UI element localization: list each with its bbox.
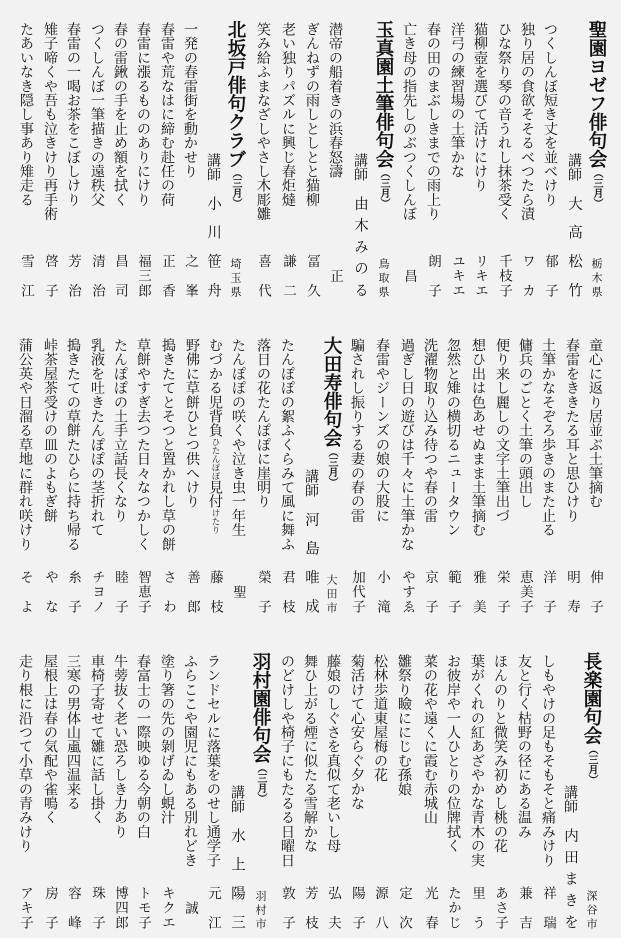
lecturer-line [350, 0, 370, 306]
haiku-line [517, 0, 537, 306]
haiku-author: 智恵子 [135, 570, 151, 613]
month-label: （三月） [586, 744, 597, 785]
haiku-author: 聖 [230, 584, 246, 599]
haiku-line [180, 0, 200, 306]
haiku-text: 草餅やすぎ去つた日々なつかしく [135, 338, 151, 551]
haiku-text: 想ひ出は色あせぬまま土筆摘む [470, 338, 486, 537]
haiku-text: 雛祭り瞼ににじむ孫娘 [396, 654, 412, 796]
group-header [372, 0, 394, 306]
haiku-text-part: むづかる児背負 [207, 338, 223, 438]
haiku-text: 洋弓の練習場の土筆かな [449, 22, 465, 179]
haiku-line [490, 632, 510, 938]
haiku-author: 芳枝 [302, 886, 318, 929]
haiku-line [323, 632, 343, 938]
haiku-author: 栄子 [494, 570, 510, 613]
haiku-line [585, 316, 605, 622]
haiku-text: 菜の花や遠くに霞む赤城山 [422, 654, 438, 825]
haiku-line [87, 0, 107, 306]
haiku-author: 糸子 [65, 570, 81, 613]
haiku-line [87, 632, 107, 938]
haiku-line [447, 0, 467, 306]
haiku-text: 春雷の一喝お茶をこぼしけり [65, 22, 81, 207]
haiku-author: 兼吉 [516, 886, 532, 929]
haiku-text: 乳液を吐きたんぽぽの茎折れて [89, 338, 105, 537]
haiku-text: 春雷やジーンズの娘の大股に [374, 338, 390, 523]
haiku-author: 伸子 [587, 570, 603, 613]
haiku-line [277, 632, 297, 938]
haiku-author: ワカ [519, 254, 535, 297]
haiku-line [203, 632, 223, 938]
group-title: 羽村園俳句会 [250, 652, 271, 763]
haiku-author: 源八 [372, 886, 388, 929]
haiku-author: 房子 [42, 886, 58, 929]
lecturer-line [564, 0, 584, 306]
haiku-line [443, 316, 463, 622]
haiku-line [40, 0, 60, 306]
month-label: （三月） [326, 447, 337, 487]
haiku-text: 傭兵のごとく土筆の頭出し [517, 338, 533, 509]
haiku-line [63, 316, 83, 622]
haiku-text: 亡き母の指先しのぶつくしんぼ [401, 22, 417, 221]
lecturer-label: 講師 [229, 785, 245, 813]
haiku-line [133, 316, 153, 622]
page-tier-middle [0, 316, 621, 622]
haiku-text: 独り居の食欲そそるべつたら漬 [519, 22, 535, 221]
haiku-text: 走り根に沿つて小草の青みけり [17, 654, 33, 853]
haiku-line [492, 316, 512, 622]
haiku-text: 屋根上は春の気配や雀鳴く [42, 654, 58, 825]
haiku-text: 童心に返り居並ぶ土筆摘む [587, 338, 603, 509]
group-title: 聖園ヨゼフ俳句会 [586, 20, 607, 168]
group-header [580, 632, 602, 938]
group-header [320, 316, 342, 622]
haiku-text: 牛蒡抜く老い恐ろしき力あり [112, 654, 128, 839]
group-heading [224, 20, 246, 208]
haiku-author: 小滝 [374, 570, 390, 613]
haiku-text: 蒲公英や日溜る草地に群れ咲けり [17, 338, 33, 551]
lecturer-label: 講師 [205, 153, 221, 181]
haiku-author: 明寿 [564, 570, 580, 613]
haiku-author: 睦子 [112, 570, 128, 613]
haiku-line [228, 316, 248, 622]
haiku-text: ほんのりと微笑み初めし桃の花 [492, 654, 508, 853]
haiku-line [253, 316, 273, 622]
haiku-author: 弘夫 [325, 886, 341, 929]
haiku-line [157, 632, 177, 938]
haiku-author: 範子 [445, 570, 461, 613]
haiku-author: 清治 [89, 254, 105, 297]
haiku-author: 陽子 [349, 886, 365, 929]
haiku-line [158, 316, 178, 622]
haiku-text: 土筆かなそぞろ歩きのまた止る [540, 338, 556, 537]
group-header [585, 0, 607, 306]
haiku-author: 雅美 [470, 570, 486, 613]
haiku-author: 藤枝 [207, 570, 223, 613]
haiku-text: 忽然と雉の横切るニュータウン [445, 338, 461, 537]
group-heading [320, 336, 342, 487]
haiku-author: 福三郎 [135, 254, 151, 297]
month-label: （三月） [378, 168, 389, 208]
haiku-text: 搗きたての草餅たひらに持ち帰る [65, 338, 81, 551]
group-heading [580, 652, 602, 785]
region-label: 深谷市 [585, 890, 598, 929]
month-label: （三月） [591, 168, 602, 208]
haiku-line [467, 632, 487, 938]
haiku-author: リキエ [472, 254, 488, 297]
haiku-text: 舞ひ上がる煙に似たる雪解かな [302, 654, 318, 853]
haiku-line [325, 0, 345, 306]
haiku-line [63, 632, 83, 938]
haiku-text: 搗きたてとそつと置かれし草の餅 [160, 338, 176, 551]
haiku-author: 正 [327, 268, 343, 283]
haiku-author: 容峰 [65, 886, 81, 929]
haiku-line [399, 0, 419, 306]
haiku-text: 猫柳壺を選びて活けにけり [472, 22, 488, 193]
group-header [224, 0, 246, 306]
haiku-text: 友と行く枯野の径にある温み [516, 654, 532, 839]
haiku-author: 郁子 [542, 254, 558, 297]
haiku-author: 里う [469, 886, 485, 929]
haiku-line [110, 632, 130, 938]
page-tier-bottom [0, 632, 621, 938]
haiku-author: 京子 [422, 570, 438, 613]
haiku-author: たかじ [445, 886, 461, 929]
lecturer-line [227, 632, 247, 938]
lecturer-line [560, 632, 580, 938]
haiku-text: 老い独りパズルに興じ春炬燵 [280, 22, 296, 207]
haiku-author: 定次 [396, 886, 412, 929]
haiku-line [16, 0, 36, 306]
group-heading [372, 20, 394, 208]
haiku-line [300, 632, 320, 938]
haiku-author: キクエ [159, 886, 175, 929]
haiku-author: 加代子 [349, 570, 365, 613]
haiku-line [15, 316, 35, 622]
page-tier-top [0, 0, 621, 306]
group-title: 大田寿俳句会 [321, 336, 342, 447]
haiku-text: のどけしや椅子にもたるる日曜日 [279, 654, 295, 867]
haiku-author: 誠 [182, 900, 198, 915]
haiku-line [157, 0, 177, 306]
haiku-line [277, 316, 297, 622]
group-heading [585, 20, 607, 208]
haiku-text: つくしんぼ一筆描きの遠秩父 [89, 22, 105, 207]
haiku-line [540, 0, 560, 306]
haiku-text: ひな祭り琴の音うれし抹茶受く [496, 22, 512, 221]
haiku-text: ふらここや園児にもある別れどき [182, 654, 198, 867]
haiku-text: 落日の花たんぽぽに崖明り [255, 338, 271, 509]
haiku-line [253, 0, 273, 306]
haiku-line [397, 316, 417, 622]
haiku-line [538, 632, 558, 938]
haiku-author: 喜代 [255, 254, 271, 297]
haiku-line [110, 0, 130, 306]
haiku-author: 謙二 [280, 254, 296, 297]
haiku-line [394, 632, 414, 938]
haiku-author: やすゑ [399, 570, 415, 613]
haiku-line [133, 632, 153, 938]
lecturer-line [301, 316, 321, 622]
haiku-text: しもやけの足もそもそと痛みけり [540, 654, 556, 867]
haiku-line [40, 316, 60, 622]
haiku-text-part-small: ひたんぽぽ [210, 437, 220, 480]
haiku-author: 善郎 [184, 570, 200, 613]
haiku-line [443, 632, 463, 938]
haiku-line [538, 316, 558, 622]
haiku-line [180, 632, 200, 938]
haiku-line [420, 632, 440, 938]
haiku-text: 潜帝の船着きの浜春怒濤 [327, 22, 343, 179]
haiku-text: 一発の春雷街を動かせり [182, 22, 198, 179]
lecturer-name: 大高松竹 [566, 196, 582, 297]
haiku-author: 祥瑞 [540, 886, 556, 929]
haiku-author: ユキエ [449, 254, 465, 297]
haiku-text: たんぽぽの咲くや泣き虫一年生 [230, 338, 246, 537]
haiku-author: 博四郎 [112, 886, 128, 929]
haiku-line [110, 316, 130, 622]
haiku-author: 元江 [205, 886, 221, 929]
haiku-text: 野佛に草餅ひとつ供へけり [184, 338, 200, 509]
haiku-line [372, 316, 392, 622]
haiku-author: 昌 [401, 268, 417, 283]
haiku-author: 正香 [159, 254, 175, 297]
haiku-text: 春富士の一際映ゆる今朝の白 [135, 654, 151, 839]
haiku-text: 春雷をききたる耳と思ひけり [564, 338, 580, 523]
lecturer-name: 内田まきを [562, 828, 578, 929]
haiku-text: 塗り箸の先の剝げゐし蜆汁 [159, 654, 175, 825]
haiku-text: 藤娘のしぐさを真似て老いし母 [325, 654, 341, 853]
haiku-text: お彼岸や一人ひとりの位牌拭く [445, 654, 461, 853]
haiku-author: あさ子 [492, 886, 508, 929]
haiku-text: 菊活けて心安らぐ夕かな [349, 654, 365, 811]
haiku-text-part-small: けたり [210, 508, 220, 534]
month-label: （三月） [255, 763, 266, 803]
haiku-text: 峠茶屋茶受けの皿のよもぎ餅 [42, 338, 58, 523]
group-title: 北坂戸俳句クラブ [225, 20, 246, 168]
haiku-line [515, 316, 535, 622]
haiku-line [15, 632, 35, 938]
haiku-line [514, 632, 534, 938]
haiku-line [347, 632, 367, 938]
haiku-line [468, 316, 488, 622]
haiku-text: 便り来し麗しの文字土筆出づ [494, 338, 510, 523]
lecturer-name: 河島唯成 [303, 512, 319, 613]
haiku-author: 敦子 [279, 886, 295, 929]
lecturer-label: 講師 [303, 469, 319, 497]
haiku-author: さわ [160, 570, 176, 613]
haiku-text: ランドセルに落葉をのせし通学子 [205, 654, 221, 867]
lecturer-name: 小川笹舟 [205, 196, 221, 297]
haiku-line [494, 0, 514, 306]
month-label: （三月） [230, 168, 241, 208]
region-label: 羽村市 [254, 890, 267, 929]
haiku-line [370, 632, 390, 938]
lecturer-label: 講師 [352, 153, 368, 181]
haiku-line [562, 316, 582, 622]
haiku-text: つくしんぼ短き丈を並べけり [542, 22, 558, 207]
haiku-line [182, 316, 202, 622]
group-header [249, 632, 271, 938]
haiku-line [278, 0, 298, 306]
haiku-author: 啓子 [42, 254, 58, 297]
haiku-text: 春の田のまぶしきまでの雨上り [425, 22, 441, 221]
region-label: 栃木県 [590, 258, 603, 297]
lecturer-line [203, 0, 223, 306]
haiku-author: 恵美子 [517, 570, 533, 613]
haiku-author: 珠子 [89, 886, 105, 929]
haiku-text: ぎんねずの雨しとしとと猫柳 [304, 22, 320, 207]
haiku-text: 洗濯物取り込み待つや春の雷 [422, 338, 438, 523]
group-title: 長楽園句会 [581, 652, 602, 745]
haiku-text: 松林歩道東屋梅の花 [372, 654, 388, 782]
haiku-line [63, 0, 83, 306]
haiku-author: そよ [17, 570, 33, 613]
haiku-line [302, 0, 322, 306]
haiku-text [205, 338, 225, 534]
haiku-author: 榮子 [255, 570, 271, 613]
haiku-author: 昌司 [112, 254, 128, 297]
region-label: 大田市 [325, 574, 338, 613]
haiku-line [87, 316, 107, 622]
haiku-line [133, 0, 153, 306]
haiku-author: 冨久 [304, 254, 320, 297]
haiku-line [470, 0, 490, 306]
haiku-author: 朗子 [425, 254, 441, 297]
group-heading [249, 652, 271, 803]
haiku-text: 騙されし振りする妻の春の雷 [349, 338, 365, 523]
lecturer-label: 講師 [566, 153, 582, 181]
haiku-text: 三寒の男体山颪四温来る [65, 654, 81, 811]
haiku-text: 笑み給ふまなざしやさし木彫雛 [255, 22, 271, 221]
haiku-author: 君枝 [279, 570, 295, 613]
haiku-text: たあいなき隠し事あり雉走る [18, 22, 34, 207]
haiku-author: アキ子 [17, 886, 33, 929]
haiku-line [420, 316, 440, 622]
haiku-text: 葉がくれの紅あざやかな青木の実 [469, 654, 485, 867]
haiku-line [423, 0, 443, 306]
haiku-text-part: 見付 [207, 479, 223, 509]
haiku-line [347, 316, 367, 622]
haiku-author: やな [42, 570, 58, 613]
haiku-line [40, 632, 60, 938]
haiku-author: トモ子 [135, 886, 151, 929]
haiku-author: 光春 [422, 886, 438, 929]
haiku-text: たんぽぽの土手立話長くなり [112, 338, 128, 523]
lecturer-name: 由木みのる [352, 196, 368, 297]
haiku-author: 洋子 [540, 570, 556, 613]
haiku-text: 春雷や荒なはに締む赴任の荷 [159, 22, 175, 207]
haiku-line [205, 316, 225, 622]
region-label: 埼玉県 [229, 258, 242, 297]
haiku-text: 春雷に漲るもののありにけり [135, 22, 151, 207]
haiku-text: たんぽぽの絮ふくらみて風に舞ふ [279, 338, 295, 551]
lecturer-label: 講師 [562, 785, 578, 813]
haiku-text: 過ぎし日の遊びは千々に土筆かな [399, 338, 415, 551]
region-label: 鳥取県 [377, 258, 390, 297]
group-title: 玉真園土筆俳句会 [373, 20, 394, 168]
haiku-text: 春の雷鍬の手を止め額を拭く [112, 22, 128, 207]
lecturer-name: 水上陽三 [229, 828, 245, 929]
haiku-author: 千枝子 [496, 254, 512, 297]
haiku-text: 雉子啼くや吾も泣きけり再手術 [42, 22, 58, 221]
haiku-author: 雪江 [18, 254, 34, 297]
haiku-author: 芳治 [65, 254, 81, 297]
haiku-author: 之峯 [182, 254, 198, 297]
haiku-author: チヨノ [89, 570, 105, 613]
haiku-text: 車椅子寄せて雛に話し掛く [89, 654, 105, 825]
